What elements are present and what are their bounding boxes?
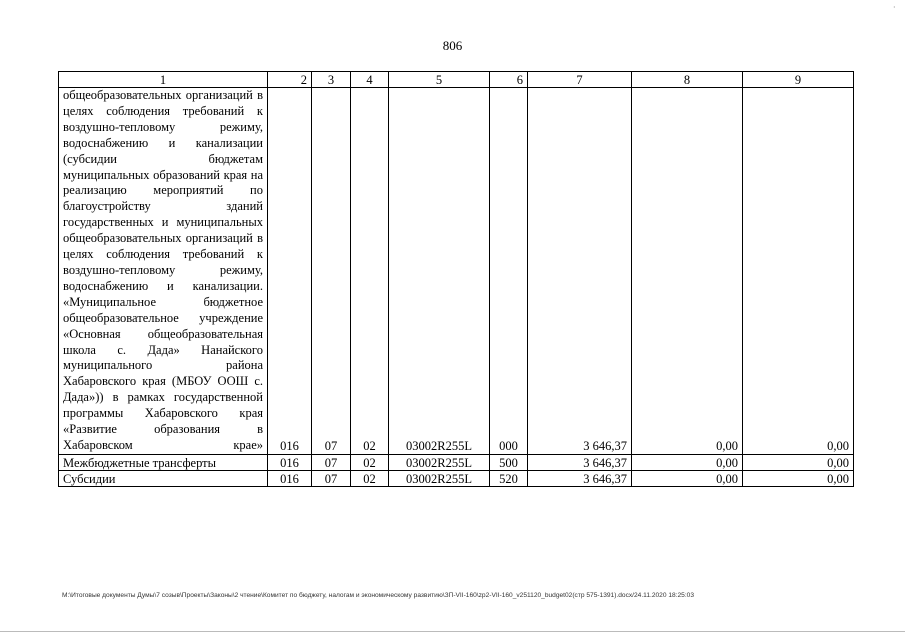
cell-target-code: 03002R255L <box>389 454 490 470</box>
cell-amount-col9: 0,00 <box>743 88 854 455</box>
cell-section-code: 07 <box>312 454 351 470</box>
page-bottom-divider <box>0 631 905 632</box>
cell-ministry-code: 016 <box>268 470 312 486</box>
header-col-5: 5 <box>389 72 490 88</box>
header-col-2: 2 <box>268 72 312 88</box>
cell-target-code: 03002R255L <box>389 470 490 486</box>
cell-subsection-code: 02 <box>351 454 389 470</box>
document-footer-path: M:\Итоговые документы Думы\7 созыв\Проекты\Законы\2 чтение\Комитет по бюджету, налогам и экономическому развитию\ЗП-VII-160\zp2-VII-160_v251120_budget02(стр 575-1391).docx/24.11.2020 18:25:03 <box>62 592 695 599</box>
row-description <box>59 88 268 455</box>
header-col-7: 7 <box>528 72 632 88</box>
cell-subsection-code: 02 <box>351 88 389 455</box>
cell-section-code: 07 <box>312 88 351 455</box>
row-description: Межбюджетные трансферты <box>59 454 268 470</box>
cell-amount-col8: 0,00 <box>632 88 743 455</box>
cell-amount-col9: 0,00 <box>743 470 854 486</box>
cell-amount-col9: 0,00 <box>743 454 854 470</box>
cell-ministry-code: 016 <box>268 88 312 455</box>
cell-amount-col8: 0,00 <box>632 470 743 486</box>
table-row <box>59 470 854 486</box>
row-description: Субсидии <box>59 470 268 486</box>
cell-target-code: 03002R255L <box>389 88 490 455</box>
header-col-3: 3 <box>312 72 351 88</box>
cell-amount-col8: 0,00 <box>632 454 743 470</box>
header-col-4: 4 <box>351 72 389 88</box>
row-description-text: общеобразовательных организаций в целях соблюдения требований к воздушно-тепловому режиму, водоснабжению и канализации (субсидии бюджетам муниципальных образований края на реализацию мероприятий по благоустройству зданий государственных и муниципальных общеобразовательных организаций в целях соблюдения требований к воздушно-тепловому режиму, водоснабжению и канализации. «Муниципальное бюджетное общеобразовательное учреждение «Основная общеобразовательная школа с. Дада» Нанайского муниципального района Хабаровского края (МБОУ ООШ с. Дада»)) в рамках государственной программы Хабаровского края «Развитие образования в Хабаровском крае» <box>63 88 263 452</box>
cell-ministry-code: 016 <box>268 454 312 470</box>
cell-expense-type-code: 520 <box>490 470 528 486</box>
cell-expense-type-code: 500 <box>490 454 528 470</box>
header-col-9: 9 <box>743 72 854 88</box>
header-col-1: 1 <box>59 72 268 88</box>
cell-expense-type-code: 000 <box>490 88 528 455</box>
budget-table <box>58 71 854 487</box>
header-col-6: 6 <box>490 72 528 88</box>
cell-amount-col7: 3 646,37 <box>528 454 632 470</box>
cell-section-code: 07 <box>312 470 351 486</box>
table-row <box>59 88 854 455</box>
cell-amount-col7: 3 646,37 <box>528 88 632 455</box>
scan-artifact-mark: · <box>893 3 896 12</box>
cell-subsection-code: 02 <box>351 470 389 486</box>
page-number: 806 <box>442 38 463 53</box>
header-col-8: 8 <box>632 72 743 88</box>
cell-amount-col7: 3 646,37 <box>528 470 632 486</box>
table-row <box>59 454 854 470</box>
column-number-header-row <box>59 72 854 88</box>
